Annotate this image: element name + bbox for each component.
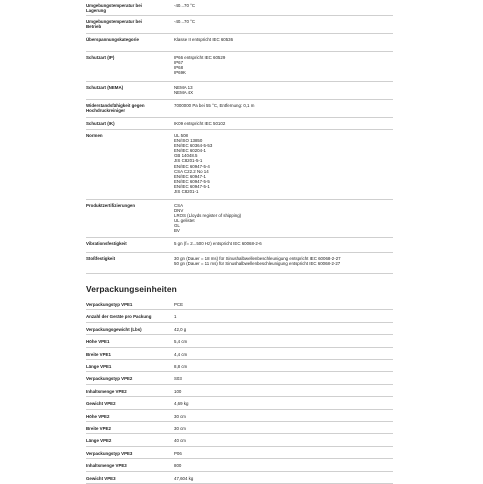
- packaging-value: 8,8 cm: [174, 364, 188, 369]
- packaging-label: Verpackungsgewicht (Lbs): [86, 326, 142, 332]
- spec-label-line: Vibrationsfestigkeit: [86, 241, 127, 246]
- spec-value-line: EN/IEC 60947-1: [174, 173, 206, 179]
- spec-label-line: Überspannungskategorie: [86, 37, 139, 42]
- spec-row: [86, 130, 393, 200]
- spec-value-line: IP66 entspricht IEC 60529: [174, 55, 226, 60]
- packaging-label: Gewicht VPE2: [86, 401, 116, 407]
- spec-value-line: 5 gn (f= 2...500 Hz) entspricht IEC 60068-2-6: [174, 241, 262, 246]
- spec-value: [174, 19, 390, 24]
- packaging-row: [86, 422, 393, 434]
- packaging-label: Breite VPE2: [86, 426, 111, 431]
- packaging-label: Verpackungstyp VPE1: [86, 302, 133, 307]
- spec-value-line: CSA: [174, 203, 184, 208]
- spec-label: [86, 203, 164, 208]
- packaging-value: 4,4 cm: [174, 351, 188, 357]
- spec-value: [174, 133, 390, 194]
- spec-row: [86, 0, 393, 16]
- spec-value-line: DNV: [174, 208, 184, 214]
- spec-value: [174, 3, 390, 8]
- spec-value: [174, 103, 390, 108]
- packaging-value: 47,604 kg: [174, 475, 194, 481]
- packaging-label: Länge VPE1: [86, 364, 112, 369]
- packaging-value: 42,0 g: [174, 326, 187, 332]
- spec-value-line: BV: [174, 228, 180, 234]
- spec-label: [86, 55, 164, 60]
- section-heading: Verpackungseinheiten: [86, 284, 177, 294]
- spec-value-line: EN/IEC 60947-5-4: [174, 163, 210, 169]
- spec-label: [86, 103, 164, 114]
- spec-row: [86, 34, 393, 52]
- spec-value: [174, 37, 390, 42]
- packaging-row: [86, 410, 393, 422]
- spec-label-line: Umgebungstemperatur bei: [86, 19, 142, 24]
- spec-value-line: NEMA 13: [174, 85, 193, 90]
- packaging-value: P06: [174, 450, 182, 456]
- packaging-value: 5,4 cm: [174, 339, 188, 345]
- spec-value-line: EN/IEC 60364-5-53: [174, 143, 213, 149]
- spec-value: [174, 85, 390, 95]
- spec-row: [86, 100, 393, 118]
- packaging-label: Länge VPE2: [86, 438, 112, 444]
- spec-row: [86, 118, 393, 130]
- spec-value: [174, 121, 390, 126]
- spec-row: [86, 82, 393, 100]
- packaging-label: Inhaltsmenge VPE3: [86, 463, 127, 469]
- packaging-row: [86, 298, 393, 310]
- spec-label-line: Betrieb: [86, 24, 102, 30]
- spec-value-line: EN/IEC 60947-5-5: [174, 178, 210, 184]
- packaging-value: PCE: [174, 302, 184, 307]
- spec-value-line: -40...70 °C: [174, 3, 196, 8]
- packaging-row: [86, 472, 393, 484]
- spec-label-line: Schutzart (NEMA): [86, 85, 124, 90]
- packaging-label: Höhe VPE1: [86, 339, 110, 345]
- spec-value-line: CSA C22.2 No 14: [174, 168, 209, 174]
- spec-value-line: JIS C8201-5-1: [174, 158, 203, 164]
- spec-value-line: IP68: [174, 65, 184, 71]
- spec-label-line: Stoßfestigkeit: [86, 256, 116, 261]
- spec-row: [86, 238, 393, 253]
- packaging-value: 100: [174, 388, 182, 394]
- packaging-label: Inhaltsmenge VPE2: [86, 388, 127, 394]
- spec-value-line: EN/IEC 60204-1: [174, 148, 206, 154]
- packaging-value: 40 cm: [174, 438, 186, 444]
- spec-label-line: Normen: [86, 133, 103, 138]
- spec-value: [174, 241, 390, 246]
- spec-row: [86, 200, 393, 238]
- spec-value-line: UL 508: [174, 133, 188, 138]
- spec-row: [86, 16, 393, 34]
- spec-label-line: Widerstandsfähigkeit gegen: [86, 103, 145, 108]
- packaging-row: [86, 323, 393, 335]
- spec-label: [86, 133, 164, 138]
- spec-value: [174, 55, 390, 75]
- packaging-row: [86, 459, 393, 471]
- spec-value-line: GB 14048.5: [174, 153, 198, 159]
- packaging-label: Verpackungstyp VPE2: [86, 376, 133, 382]
- spec-value-line: UL gelistet: [174, 218, 195, 224]
- packaging-value: 800: [174, 463, 182, 469]
- spec-label-line: Schutzart (IP): [86, 55, 115, 60]
- packaging-value: 1: [174, 314, 177, 320]
- spec-label-line: Lagerung: [86, 8, 107, 14]
- packaging-row: [86, 385, 393, 397]
- packaging-row: [86, 434, 393, 446]
- spec-row: [86, 253, 393, 274]
- spec-label: [86, 3, 164, 14]
- packaging-row: [86, 360, 393, 372]
- spec-label-line: Produktzertifizierungen: [86, 203, 136, 208]
- spec-value: [174, 203, 390, 234]
- spec-value-line: 50 gn (Dauer = 11 ms) für Sinushalbwellenbeschleunigung entspricht IEC 60068-2-27: [174, 261, 341, 267]
- packaging-row: [86, 335, 393, 347]
- spec-label: [86, 85, 164, 90]
- packaging-value: 30 cm: [174, 413, 186, 419]
- packaging-row: [86, 397, 393, 409]
- packaging-value: 30 cm: [174, 426, 186, 431]
- spec-value-line: NEMA 4X: [174, 90, 194, 96]
- spec-value-line: 7000000 Pa bei 55 °C, Entfernung: 0,1 m: [174, 103, 255, 108]
- packaging-row: [86, 348, 393, 360]
- spec-row: [86, 52, 393, 82]
- spec-value-line: EN/ISO 13850: [174, 138, 203, 144]
- packaging-value: S03: [174, 376, 182, 382]
- spec-label: [86, 121, 164, 126]
- spec-label-line: Hochdruckreiniger: [86, 108, 126, 114]
- spec-value-line: 30 gn (Dauer = 18 ms) für Sinushalbwellenbeschleunigung entspricht IEC 60068-2-27: [174, 256, 341, 261]
- packaging-value: 4,69 kg: [174, 401, 189, 407]
- packaging-label: Gewicht VPE3: [86, 475, 116, 481]
- packaging-label: Höhe VPE2: [86, 413, 110, 419]
- spec-label-line: Schutzart (IK): [86, 121, 115, 126]
- spec-value-line: EN/IEC 60947-5-1: [174, 183, 210, 189]
- spec-value-line: JIS C8201-1: [174, 189, 199, 195]
- spec-label: [86, 241, 164, 246]
- spec-value-line: IP67: [174, 60, 184, 66]
- packaging-label: Breite VPE1: [86, 351, 111, 357]
- spec-value-line: Klasse II entspricht IEC 60536: [174, 37, 234, 42]
- spec-value-line: -40...70 °C: [174, 19, 196, 24]
- packaging-label: Anzahl der Geräte pro Packung: [86, 314, 152, 320]
- spec-value-line: IK09 entspricht IEC 50102: [174, 121, 226, 126]
- spec-value-line: GL: [174, 223, 180, 229]
- spec-label: [86, 37, 164, 42]
- spec-label-line: Umgebungstemperatur bei: [86, 3, 142, 8]
- spec-value: [174, 256, 390, 266]
- spec-value-line: LROS (Lloyds register of shipping): [174, 213, 242, 219]
- packaging-row: [86, 310, 393, 322]
- spec-label: [86, 19, 164, 30]
- packaging-row: [86, 372, 393, 384]
- spec-label: [86, 256, 164, 261]
- spec-value-line: IP69K: [174, 70, 186, 76]
- packaging-row: [86, 447, 393, 459]
- packaging-label: Verpackungstyp VPE3: [86, 450, 133, 456]
